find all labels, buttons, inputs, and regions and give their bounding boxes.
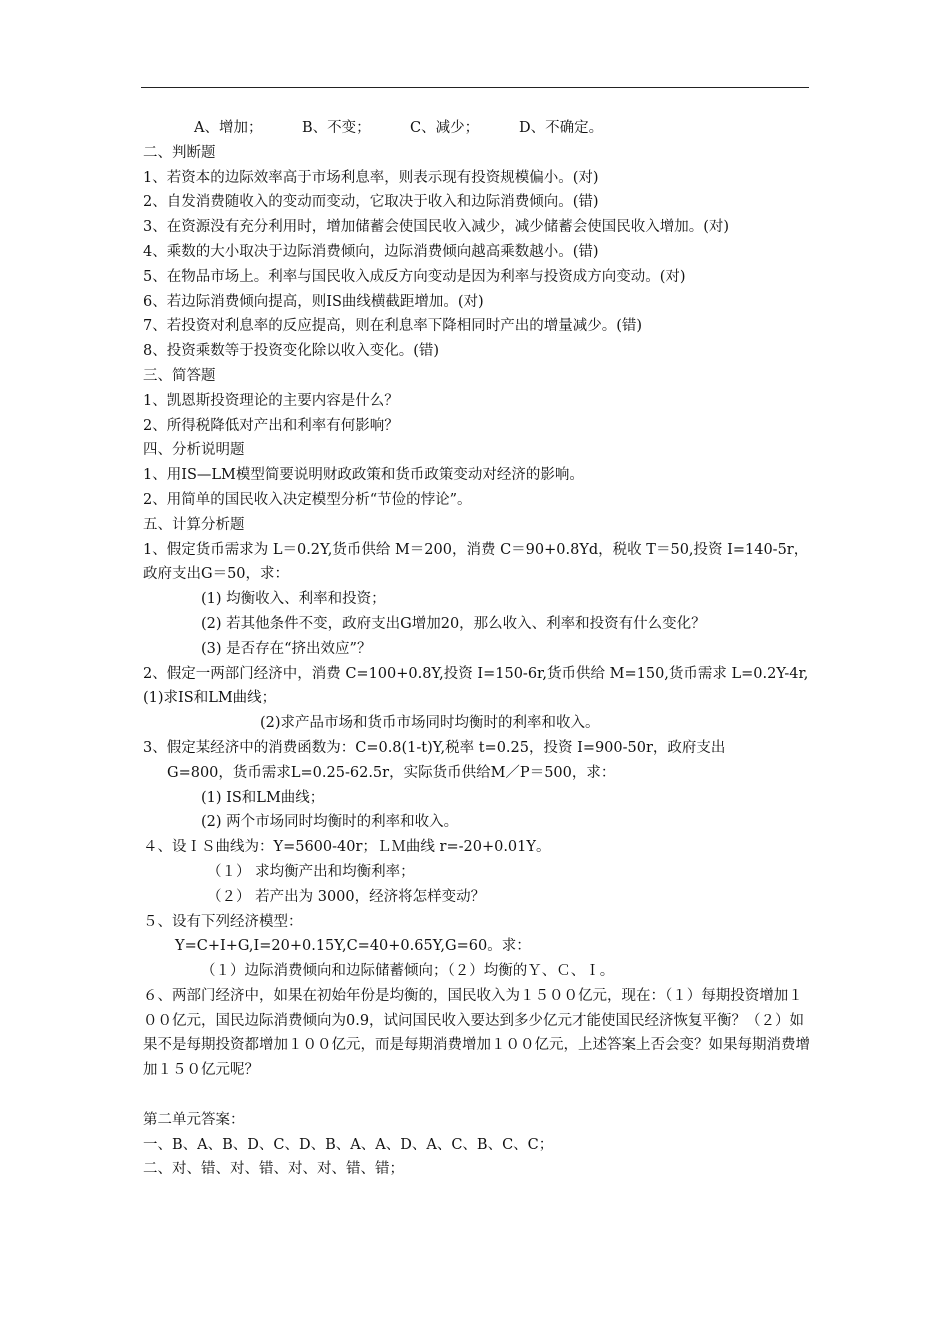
judgement-item: 4、乘数的大小取决于边际消费倾向，边际消费倾向越高乘数越小。(错) (143, 243, 599, 260)
question-4: ４、设ＩＳ曲线为：Y=5600-40r；ＬＭ曲线 r=-20+0.01Y。 (143, 839, 551, 856)
judgement-item: 2、自发消费随收入的变动而变动，它取决于收入和边际消费倾向。(错) (143, 194, 599, 211)
judgement-item: 5、在物品市场上。利率与国民收入成反方向变动是因为利率与投资成方向变动。(对) (143, 268, 686, 285)
question-2-sub2: (2)求产品市场和货币市场同时均衡时的利率和收入。 (260, 715, 600, 732)
question-1-sub1: (1) 均衡收入、利率和投资； (201, 591, 386, 608)
judgement-item: 3、在资源没有充分利用时，增加储蓄会使国民收入减少，减少储蓄会使国民收入增加。(对) (143, 219, 730, 236)
option-c: C、减少； (410, 120, 480, 136)
question-1: 1、假定货币需求为 L＝0.2Y,货币供给 M＝200，消费 C＝90+0.8Yd，税收 T＝50,投资 I=140-5r， (143, 541, 809, 558)
answers-title: 第二单元答案： (143, 1111, 245, 1128)
option-a: A、增加； (194, 120, 263, 136)
question-3-sub1: (1) IS和LM曲线； (201, 789, 325, 806)
section-2-title: 二、判断题 (143, 144, 216, 161)
answers-line-1: 一、B、A、B、D、C、D、B、A、A、D、A、C、B、C、C； (143, 1136, 554, 1153)
answers-line-2: 二、对、错、对、错、对、对、错、错； (143, 1161, 404, 1178)
question-4-sub1: （１） 求均衡产出和均衡利率； (207, 863, 415, 880)
question-3: 3、假定某经济中的消费函数为：C=0.8(1-t)Y,税率 t=0.25，投资 I=900-50r，政府支出 (143, 739, 726, 756)
question-3-sub2: (2) 两个市场同时均衡时的利率和收入。 (201, 814, 459, 831)
question-5-line2: Y=C+I+G,I=20+0.15Y,C=40+0.65Y,G=60。求： (175, 938, 531, 955)
question-6: ６、两部门经济中，如果在初始年份是均衡的，国民收入为１５００亿元，现在：（１）每期投资增加１００亿元，国民边际消费倾向为0.9，试问国民收入要达到多少亿元才能使国民经济恢复平衡？（２）如果不是每期投资都增加１００亿元，而是每期消费增加１００亿元，上述答案上否会变？如果每期消费增加１５０亿元呢？ (143, 987, 810, 1079)
question-5: ５、设有下列经济模型： (143, 913, 303, 930)
judgement-item: 7、若投资对利息率的反应提高，则在利息率下降相同时产出的增量减少。(错) (143, 318, 643, 335)
spacer (143, 1083, 811, 1108)
question-5-sub: （１）边际消费倾向和边际储蓄倾向；（２）均衡的Ｙ、Ｃ、Ｉ。 (201, 963, 615, 980)
header-rule (141, 87, 809, 88)
judgement-item: 6、若边际消费倾向提高，则IS曲线横截距增加。(对) (143, 293, 484, 310)
question-2: 2、假定一两部门经济中，消费 C=100+0.8Y,投资 I=150-6r,货币供给 M=150,货币需求 L=0.2Y-4r,(1)求IS和LM曲线； (143, 665, 809, 707)
short-answer-item: 1、凯恩斯投资理论的主要内容是什么？ (143, 392, 399, 409)
option-b: B、不变； (302, 120, 371, 136)
short-answer-item: 2、所得税降低对产出和利率有何影响？ (143, 417, 399, 434)
document-body (143, 116, 811, 1182)
question-4-sub2: （２） 若产出为 3000，经济将怎样变动？ (207, 888, 486, 905)
section-4-title: 四、分析说明题 (143, 442, 245, 459)
section-5-title: 五、计算分析题 (143, 516, 245, 533)
analysis-item: 1、用IS—LM模型简要说明财政政策和货币政策变动对经济的影响。 (143, 467, 584, 484)
section-3-title: 三、简答题 (143, 367, 216, 384)
judgement-item: 8、投资乘数等于投资变化除以收入变化。(错) (143, 343, 440, 360)
option-d: D、不确定。 (519, 120, 604, 136)
question-1-sub3: (3) 是否存在“挤出效应”？ (201, 640, 372, 657)
question-1-sub2: (2) 若其他条件不变，政府支出G增加20，那么收入、利率和投资有什么变化？ (201, 615, 706, 632)
judgement-item: 1、若资本的边际效率高于市场利息率，则表示现有投资规模偏小。(对) (143, 169, 599, 186)
question-3-line2: G=800，货币需求L=0.25-62.5r，实际货币供给M／P＝500，求： (167, 764, 616, 781)
choice-options (143, 116, 811, 141)
question-1-line2: 政府支出G＝50，求： (143, 566, 290, 583)
analysis-item: 2、用简单的国民收入决定模型分析“节俭的悖论”。 (143, 491, 472, 508)
